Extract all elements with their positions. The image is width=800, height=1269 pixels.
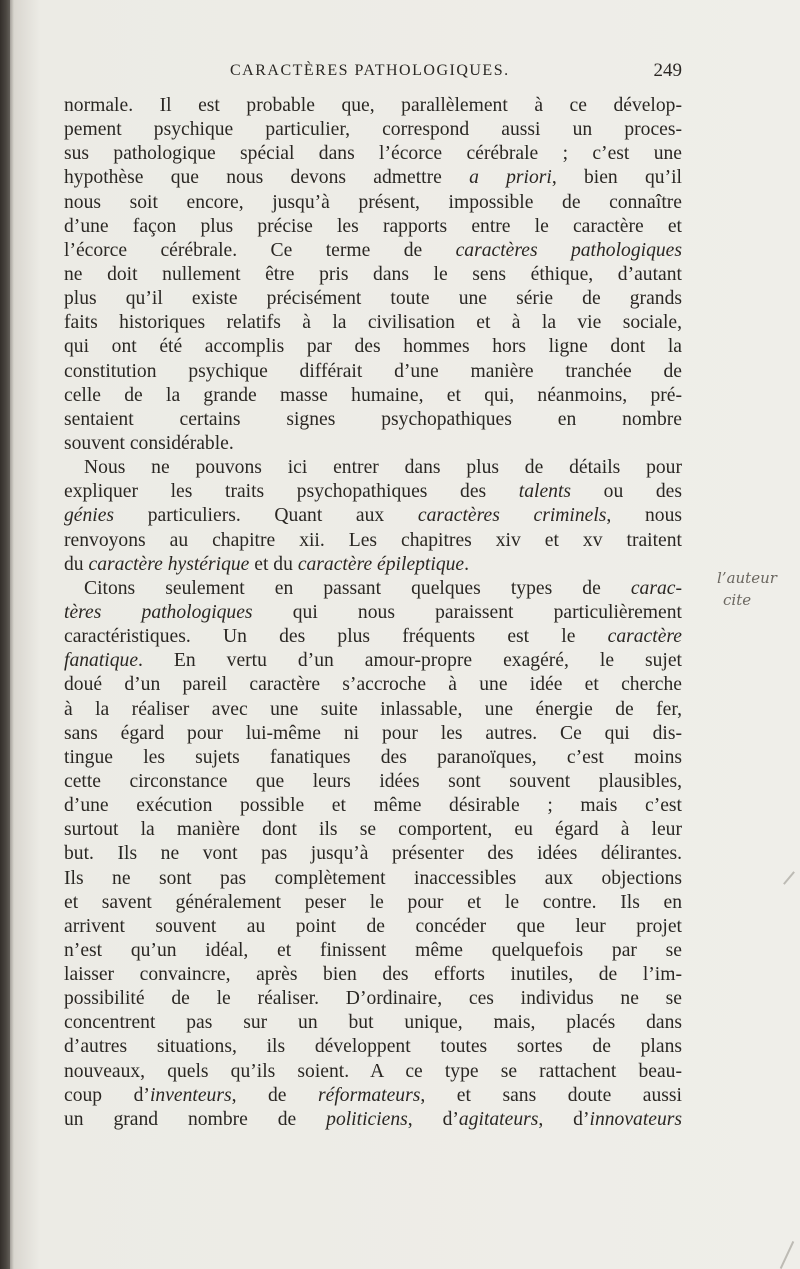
text-run: , nous — [606, 505, 682, 527]
text-run: expliquer les traits psychopathiques des — [64, 481, 519, 503]
text-run: qui nous paraissent particulièrement — [252, 601, 682, 623]
text-run: ou des — [571, 481, 682, 503]
text-line — [64, 601, 682, 625]
text-line: normale. Il est probable que, parallèlement à ce dévelop- — [64, 95, 682, 116]
text-line: arrivent souvent au point de concéder que leur projet — [64, 915, 682, 937]
text-line: surtout la manière dont ils se comportent, eu égard à leur — [64, 819, 682, 841]
text-line: sans égard pour lui-même ni pour les autres. Ce qui dis- — [64, 722, 682, 744]
text-line: cette circonstance que leurs idées sont souvent plausibles, — [64, 770, 682, 792]
text-run: , d’ — [407, 1108, 459, 1130]
handwritten-margin-note — [705, 565, 795, 625]
text-line: laisser convaincre, après bien des efforts inutiles, de l’im- — [64, 964, 682, 986]
text-line: Ils ne sont pas complètement inaccessibles aux objections — [64, 867, 682, 889]
italic-term: a priori — [469, 167, 552, 189]
text-line: doué d’un pareil caractère s’accroche à une idée et cherche — [64, 674, 682, 696]
page-number: 249 — [653, 60, 682, 81]
body-text — [64, 94, 682, 1132]
text-line: d’autres situations, ils développent toutes sortes de plans — [64, 1036, 682, 1058]
italic-term: caractères criminels — [417, 505, 607, 527]
italic-term: inventeurs — [149, 1084, 232, 1106]
text-line: nous soit encore, jusqu’à présent, impossible de connaître — [64, 191, 682, 213]
text-run: l’écorce cérébrale. Ce terme de — [64, 239, 456, 261]
pencil-mark — [780, 1241, 794, 1269]
margin-note-line: cite — [723, 591, 752, 609]
text-line: tingue les sujets fanatiques des paranoïques, c’est moins — [64, 746, 682, 768]
text-line: d’une façon plus précise les rapports entre le caractère et — [64, 215, 682, 237]
italic-term: politiciens — [326, 1108, 408, 1130]
text-line — [64, 504, 682, 528]
text-line: nouveaux, quels qu’ils soient. A ce type se rattachent beau- — [64, 1060, 682, 1082]
text-run: , de — [231, 1084, 319, 1106]
text-line — [64, 649, 682, 673]
text-line — [64, 239, 682, 263]
text-line: sentaient certains signes psychopathiques en nombre — [64, 408, 682, 430]
text-run: , et sans doute aussi — [420, 1084, 682, 1106]
italic-term: génies — [64, 505, 115, 527]
italic-term: réformateurs — [318, 1084, 421, 1106]
text-line: constitution psychique différait d’une manière tranchée de — [64, 360, 682, 382]
text-run: coup d’ — [64, 1084, 150, 1106]
text-run: et du — [249, 553, 298, 575]
text-run: hypothèse que nous devons admettre — [64, 167, 470, 189]
text-line: plus qu’il existe précisément toute une série de grands — [64, 288, 682, 310]
text-line — [64, 625, 682, 649]
text-line — [64, 553, 682, 577]
italic-term: caractère épileptique — [297, 553, 465, 575]
italic-term: innovateurs — [589, 1108, 683, 1130]
margin-note-line: l’auteur — [717, 569, 777, 587]
text-run: un grand nombre de — [64, 1108, 327, 1130]
text-run: . En vertu d’un amour-propre exagéré, le sujet — [138, 650, 682, 672]
text-line: qui ont été accomplis par des hommes hors ligne dont la — [64, 336, 682, 358]
italic-term: talents — [518, 481, 572, 503]
text-line: n’est qu’un idéal, et finissent même quelquefois par se — [64, 939, 682, 961]
text-line: pement psychique particulier, correspond aussi un proces- — [64, 119, 682, 141]
italic-term: agitateurs — [458, 1108, 539, 1130]
text-run: , d’ — [538, 1108, 590, 1130]
text-line — [64, 577, 682, 601]
text-line — [64, 1108, 682, 1132]
text-line: renvoyons au chapitre xii. Les chapitres xiv et xv traitent — [64, 529, 682, 551]
text-run: . — [464, 553, 470, 575]
text-line: faits historiques relatifs à la civilisation et à la vie sociale, — [64, 312, 682, 334]
italic-term: caractère hystérique — [88, 553, 250, 575]
text-run: particuliers. Quant aux — [114, 505, 418, 527]
text-run: du — [64, 553, 89, 575]
text-line: sus pathologique spécial dans l’écorce cérébrale ; c’est une — [64, 143, 682, 165]
text-line: possibilité de le réaliser. D’ordinaire, ces individus ne se — [64, 988, 682, 1010]
text-line: but. Ils ne vont pas jusqu’à présenter des idées délirantes. — [64, 843, 682, 865]
text-line — [64, 480, 682, 504]
text-line: et savent généralement peser le pour et le contre. Ils en — [64, 891, 682, 913]
text-run: Citons seulement en passant quelques types de — [84, 577, 631, 599]
italic-term: caractères pathologiques — [455, 239, 682, 261]
page-header — [210, 62, 690, 86]
text-line: ne doit nullement être pris dans le sens éthique, d’autant — [64, 263, 682, 285]
text-run: , bien qu’il — [551, 167, 682, 189]
italic-term: tères pathologiques — [64, 601, 253, 623]
text-line: celle de la grande masse humaine, et qui, néanmoins, pré- — [64, 384, 682, 406]
running-title: CARACTÈRES PATHOLOGIQUES. — [230, 62, 510, 79]
text-line: d’une exécution possible et même désirable ; mais c’est — [64, 795, 682, 817]
text-run: caractéristiques. Un des plus fréquents est le — [64, 626, 608, 648]
text-line: à la réaliser avec une suite inlassable, une énergie de fer, — [64, 698, 682, 720]
text-line — [64, 166, 682, 190]
pencil-mark — [783, 871, 795, 885]
italic-term: caractère — [607, 626, 682, 648]
italic-term: carac- — [630, 577, 682, 599]
text-line: Nous ne pouvons ici entrer dans plus de détails pour — [84, 457, 682, 479]
italic-term: fanatique — [64, 650, 139, 672]
text-line: concentrent pas sur un but unique, mais, placés dans — [64, 1012, 682, 1034]
text-line: souvent considérable. — [64, 432, 234, 454]
text-line — [64, 1084, 682, 1108]
